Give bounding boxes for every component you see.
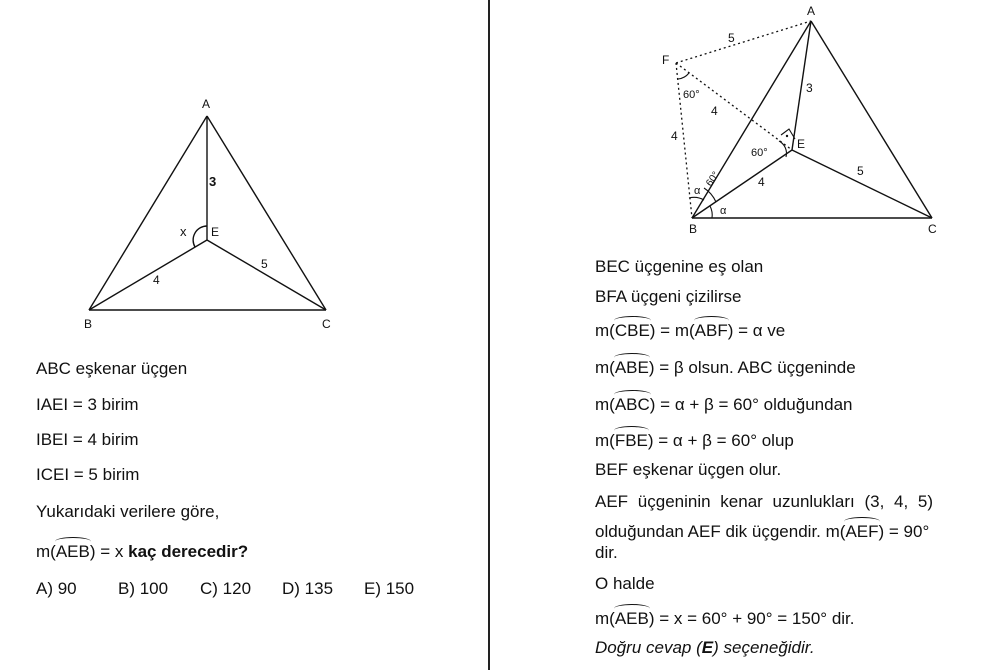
- eq-end: ) = α + β = 60° olduğundan: [649, 395, 853, 414]
- m-prefix: m(: [595, 358, 615, 377]
- segment-be: [89, 240, 207, 310]
- side-ab: [692, 21, 811, 218]
- option-b: B) 100: [118, 579, 169, 598]
- angle-abc: ABC: [614, 395, 650, 414]
- solution-line-3: [595, 320, 785, 342]
- label-e: E: [797, 137, 806, 151]
- dotted-fa: [676, 21, 811, 63]
- problem-line-1: ABC eşkenar üçgen: [36, 359, 188, 378]
- label-ae: 3: [806, 81, 813, 95]
- option-a: A) 90: [36, 579, 77, 598]
- label-ce: 5: [261, 257, 268, 271]
- angle-cbe: CBE: [614, 321, 650, 340]
- label-alpha-2: α: [720, 205, 727, 217]
- label-angle-e: 60°: [751, 147, 768, 159]
- label-c: C: [928, 222, 937, 236]
- dotted-fe: [676, 63, 792, 150]
- answer-letter: E: [701, 638, 714, 657]
- angle-b-alpha-arc: [689, 197, 704, 200]
- solution-line-4: [595, 357, 856, 379]
- angle-b-alpha2-arc: [710, 206, 712, 218]
- solution-line-1: BEC üçgenine eş olan: [595, 257, 764, 276]
- m-prefix: m(: [595, 395, 615, 414]
- question-line: [36, 541, 248, 563]
- solution-line-2: BFA üçgeni çizilirse: [595, 287, 742, 306]
- angle-abe: ABE: [614, 358, 649, 377]
- answer-line: [595, 637, 815, 659]
- label-x: x: [180, 224, 187, 239]
- answer-c: ) seçeneğidir.: [713, 638, 815, 657]
- eq-end: ) = α ve: [727, 321, 786, 340]
- eq-end: ) = α + β = 60° olup: [647, 431, 794, 450]
- question-mid: ) = x: [89, 542, 129, 561]
- eq-mid: ) = m(: [649, 321, 695, 340]
- problem-line-4: ICEI = 5 birim: [36, 465, 140, 484]
- label-fb: 4: [671, 129, 678, 143]
- m-prefix: m(: [595, 321, 615, 340]
- question-bold: kaç derecedir?: [128, 542, 249, 561]
- segment-ce: [207, 240, 326, 310]
- solution-line-10: dir.: [595, 543, 618, 562]
- label-be: 4: [758, 175, 765, 189]
- label-fa: 5: [728, 31, 735, 45]
- solution-line-6: [595, 430, 794, 452]
- option-e: E) 150: [364, 579, 415, 598]
- angle-aeb: AEB: [614, 609, 649, 628]
- question-angle: AEB: [55, 542, 90, 561]
- solution-line-7: BEF eşkenar üçgen olur.: [595, 460, 782, 479]
- angle-aef: AEF: [845, 522, 879, 541]
- label-a: A: [807, 4, 816, 18]
- solution-line-5: [595, 394, 853, 416]
- options-row: [36, 578, 414, 600]
- label-angle-f: 60°: [683, 89, 700, 101]
- eq-end: ) = 90°: [878, 522, 930, 541]
- label-c: C: [322, 317, 331, 331]
- label-angle-b: 60°: [704, 169, 722, 189]
- problem-line-2: IAEI = 3 birim: [36, 395, 139, 414]
- eq-end: ) = x = 60° + 90° = 150° dir.: [648, 609, 855, 628]
- angle-abf: ABF: [694, 321, 728, 340]
- label-ae: 3: [209, 174, 217, 189]
- label-fe: 4: [711, 104, 718, 118]
- solution-line-12: [595, 608, 855, 630]
- label-be: 4: [153, 273, 160, 287]
- dotted-fb: [676, 63, 692, 218]
- option-c: C) 120: [200, 579, 252, 598]
- label-ce: 5: [857, 164, 864, 178]
- answer-a: Doğru cevap (: [595, 638, 702, 657]
- m-prefix: m(: [595, 609, 615, 628]
- question-m: m(: [36, 542, 56, 561]
- problem-line-3: IBEI = 4 birim: [36, 430, 139, 449]
- right-figure: [0, 0, 1002, 240]
- label-b: B: [689, 222, 698, 236]
- solution-line-8: AEF üçgeninin kenar uzunlukları (3, 4, 5): [595, 492, 934, 511]
- problem-line-5: Yukarıdaki verilere göre,: [36, 502, 220, 521]
- right-angle-mark: [781, 129, 795, 139]
- label-b: B: [84, 317, 93, 331]
- m-prefix: m(: [595, 431, 615, 450]
- angle-f-arc: [678, 73, 689, 79]
- angle-fbe: FBE: [614, 431, 648, 450]
- label-f: F: [662, 53, 670, 67]
- label-a: A: [202, 97, 211, 111]
- label-alpha-1: α: [694, 185, 701, 197]
- option-d: D) 135: [282, 579, 334, 598]
- right-angle-dot: [786, 135, 788, 137]
- eq-end: ) = β olsun. ABC üçgeninde: [648, 358, 856, 377]
- label-e: E: [211, 225, 220, 239]
- solution-line-9: [595, 521, 929, 543]
- text-a: olduğundan AEF dik üçgendir. m(: [595, 522, 846, 541]
- solution-line-11: O halde: [595, 574, 655, 593]
